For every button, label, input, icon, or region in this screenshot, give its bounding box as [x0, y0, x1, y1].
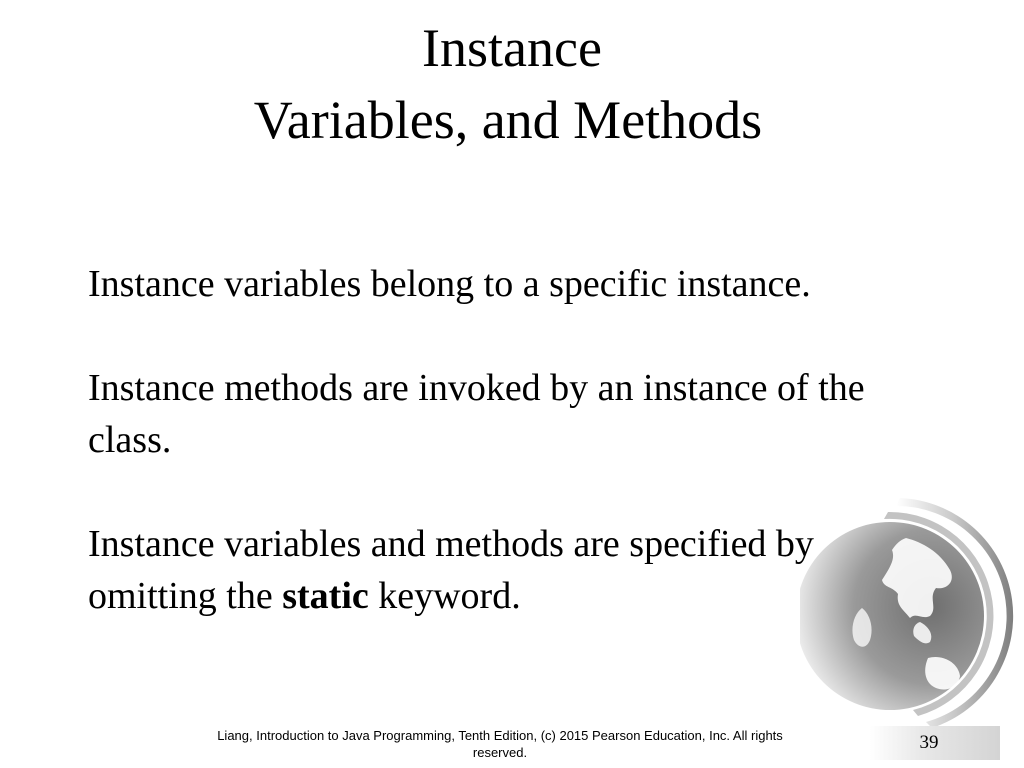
slide-footer: Liang, Introduction to Java Programming, Tenth Edition, (c) 2015 Pearson Education, Inc. All rights reserved.	[217, 728, 783, 760]
page-number: 39	[919, 732, 939, 753]
paragraph-instance-methods: Instance methods are invoked by an instance of the class.	[88, 367, 865, 461]
paragraph-text-before: Instance variables and methods are specified by omitting the	[88, 523, 814, 617]
title-line-1: Instance	[422, 18, 602, 78]
paragraph-text-after: keyword.	[368, 575, 521, 617]
slide-title	[0, 12, 1024, 156]
globe-icon	[800, 490, 1024, 740]
title-line-2: Variables, and Methods	[253, 90, 763, 150]
paragraph-instance-variables: Instance variables belong to a specific instance.	[88, 263, 811, 305]
static-keyword: static	[282, 575, 369, 617]
